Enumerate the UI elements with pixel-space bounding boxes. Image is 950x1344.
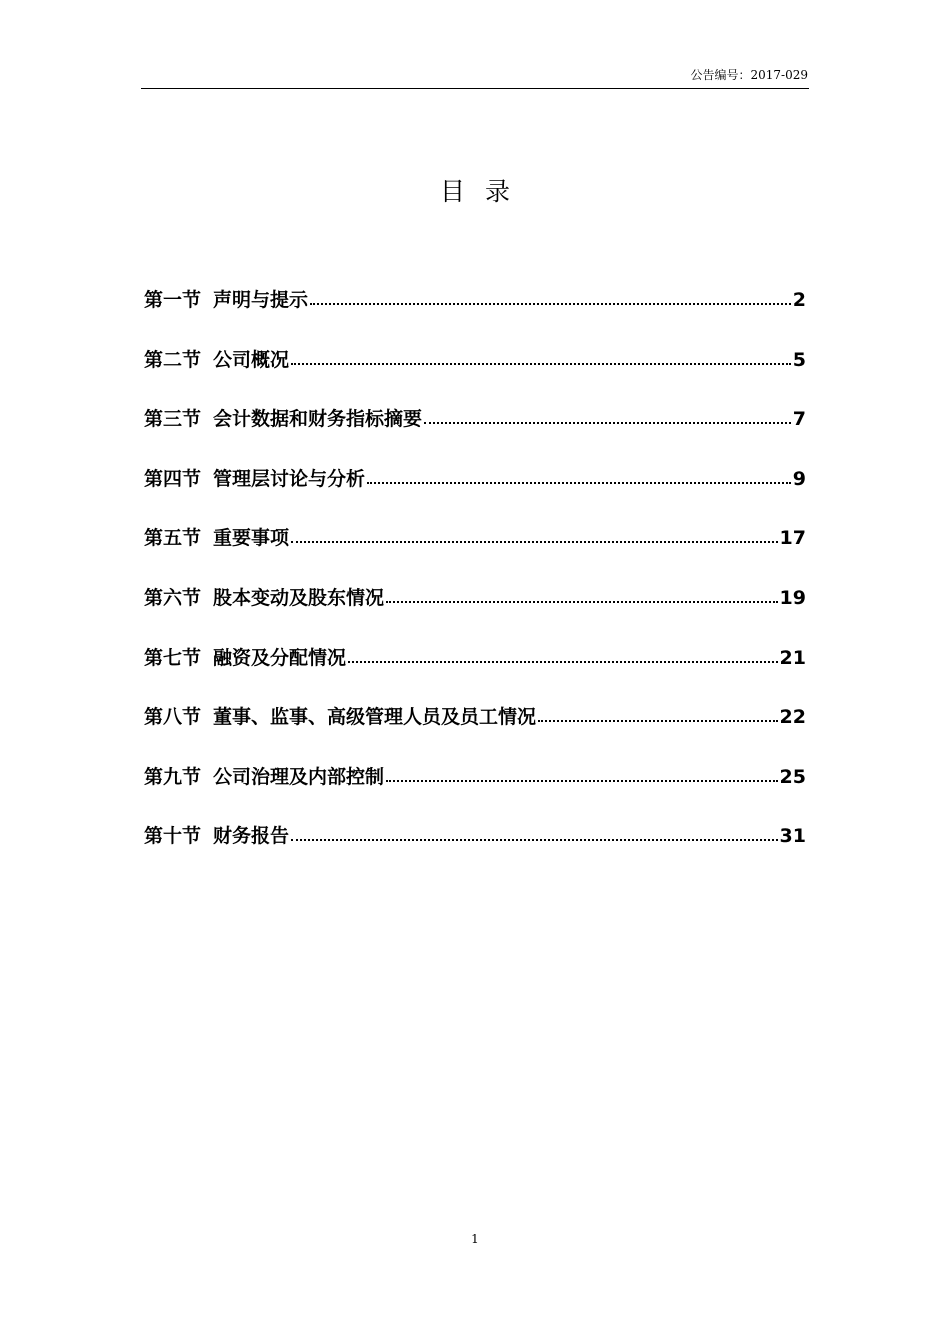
toc-entry[interactable]	[144, 817, 806, 877]
toc-entry-page: 25	[779, 765, 806, 788]
toc-entry-section: 第十节	[144, 825, 202, 848]
toc-entry-section: 第八节	[144, 706, 202, 729]
toc-entry[interactable]	[144, 519, 806, 579]
toc-entry-heading: 公司治理及内部控制	[213, 765, 385, 788]
toc-entry-heading: 管理层讨论与分析	[213, 467, 366, 490]
toc-entry-section: 第六节	[144, 586, 202, 609]
toc-entry[interactable]	[144, 341, 806, 401]
toc-title: 目录	[439, 177, 530, 206]
toc-list	[144, 281, 806, 877]
toc-entry-heading: 融资及分配情况	[213, 646, 347, 669]
announcement-number: 公告编号：2017-029	[690, 68, 808, 82]
toc-leader-dots	[291, 541, 778, 543]
toc-leader-dots	[367, 482, 791, 484]
toc-entry-page: 7	[792, 408, 806, 431]
toc-entry-heading: 公司概况	[213, 348, 290, 371]
toc-leader-dots	[310, 303, 791, 305]
toc-leader-dots	[291, 363, 791, 365]
toc-leader-dots	[348, 661, 778, 663]
toc-entry-page: 31	[779, 825, 806, 848]
toc-entry-heading: 声明与提示	[213, 289, 309, 311]
toc-entry-heading: 重要事项	[213, 527, 290, 550]
toc-entry[interactable]	[144, 639, 806, 699]
toc-entry[interactable]	[144, 281, 806, 341]
toc-entry-page: 2	[792, 289, 806, 311]
toc-leader-dots	[538, 720, 778, 722]
toc-entry[interactable]	[144, 460, 806, 520]
toc-entry-page: 21	[779, 646, 806, 669]
toc-entry-section: 第五节	[144, 527, 202, 550]
toc-leader-dots	[291, 839, 778, 841]
toc-entry-section: 第四节	[144, 467, 202, 490]
toc-entry-section: 第三节	[144, 408, 202, 431]
toc-entry-heading: 会计数据和财务指标摘要	[213, 408, 423, 431]
toc-entry[interactable]	[144, 698, 806, 758]
toc-entry-section: 第九节	[144, 765, 202, 788]
page-number: 1	[471, 1232, 479, 1246]
toc-entry-heading: 财务报告	[213, 825, 290, 848]
toc-entry-page: 19	[779, 586, 806, 609]
toc-entry-section: 第一节	[144, 289, 202, 311]
toc-entry-section: 第二节	[144, 348, 202, 371]
toc-entry-heading: 董事、监事、高级管理人员及员工情况	[213, 706, 537, 729]
toc-entry-page: 22	[779, 706, 806, 729]
toc-leader-dots	[386, 780, 778, 782]
header-rule	[141, 88, 809, 89]
toc-entry-page: 17	[779, 527, 806, 550]
toc-entry[interactable]	[144, 400, 806, 460]
toc-entry-page: 5	[792, 348, 806, 371]
toc-entry-heading: 股本变动及股东情况	[213, 586, 385, 609]
toc-leader-dots	[386, 601, 778, 603]
toc-entry-page: 9	[792, 467, 806, 490]
toc-entry-section: 第七节	[144, 646, 202, 669]
toc-entry[interactable]	[144, 758, 806, 818]
toc-leader-dots	[424, 422, 791, 424]
toc-entry[interactable]	[144, 579, 806, 639]
